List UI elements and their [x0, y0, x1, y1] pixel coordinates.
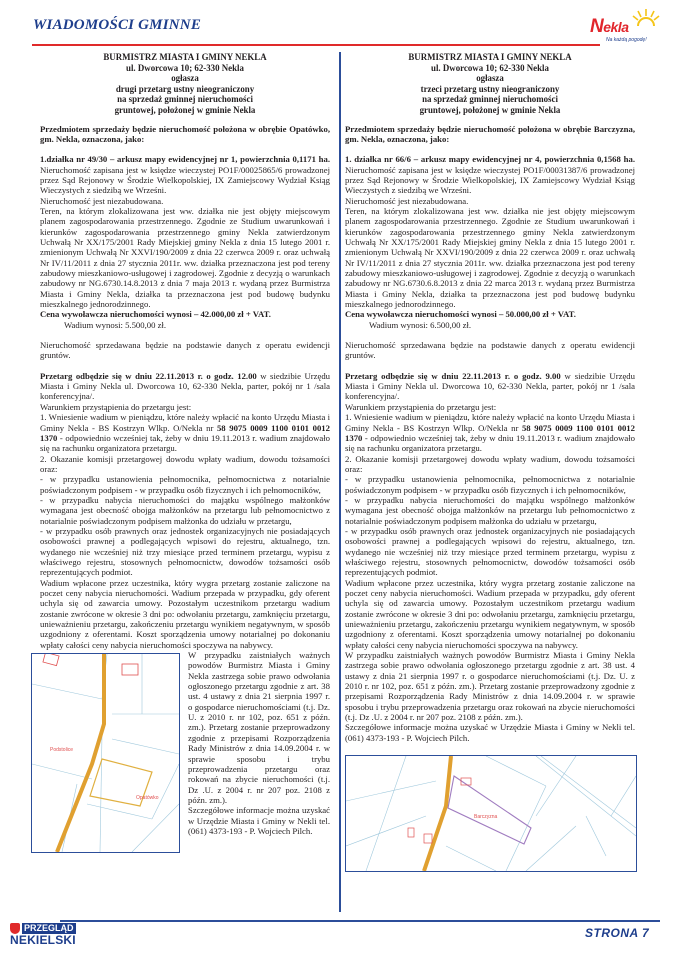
contact-info: Szczegółowe informacje można uzyskać w Urzędzie Miasta i Gminy w Nekli tel. (061) 4373-193 - P. Wojciech Pilch.	[345, 722, 635, 743]
subject: Przedmiotem sprzedaży będzie nieruchomość położona w obrębie Barczyzna, gm. Nekla, oznaczona, jako:	[345, 123, 635, 144]
basis-note: Nieruchomość sprzedawana będzie na podstawie danych z operatu ewidencji gruntów.	[40, 340, 330, 361]
condition-2b: - w przypadku nabycia nieruchomości do majątku wspólnego małżonków wymagana jest obecność obojga małżonków na przetargu lub pełnomocnictwo z notarialnie poświadczonym podpisem małżonka do udziału w przetargu,	[40, 494, 330, 526]
deposit-amount: Wadium wynosi: 6.500,00 zł.	[369, 319, 472, 330]
nekla-logo	[588, 8, 668, 48]
heading-line: gruntowej, położonej w gminie Nekla	[114, 104, 256, 115]
condition-2c: - w przypadku osób prawnych oraz jednostek organizacyjnych nie posiadających osobowości prawnej a podlegających wpisowi do rejestru, aktualnego, tzn. wydanego nie wcześniej niż trzy miesiące przed terminem przetargu, wypisu z właściwego rejestru, stosownych pełnomocnictw, dowodów tożsamości osób reprezentujących podmiot.	[345, 525, 635, 578]
undeveloped-note: Nieruchomość jest niezabudowana.	[40, 195, 164, 206]
condition-1: 1. Wniesienie wadium w pieniądzu, które należy wpłacić na konto Urzędu Miasta i Gminy Nekla - BS Kostrzyn Wlkp. O/Nekla nr 58 9075 0009 1100 0101 0012 1370 - odpowiednio wcześniej tak, żeby w dniu 19.11.2013 r. wadium znajdowało się na rachunku organizatora przetargu.	[345, 412, 635, 454]
header-rule	[32, 44, 600, 46]
deposit-amount: Wadium wynosi: 5.500,00 zł.	[64, 319, 167, 330]
heading-line: BURMISTRZ MIASTA I GMINY NEKLA	[103, 52, 267, 62]
announcement-heading	[40, 52, 330, 116]
logo-word: Nekla	[590, 16, 629, 37]
condition-intro: Warunkiem przystąpienia do przetargu jest:	[40, 401, 192, 412]
condition-2: 2. Okazanie komisji przetargowej dowodu wpłaty wadium, dowodu tożsamości oraz:	[345, 453, 635, 474]
heading-line: BURMISTRZ MIASTA I GMINY NEKLA	[408, 52, 572, 62]
auction-date: Przetarg odbędzie się w dniu 22.11.2013 r. o godz. 9.00 w siedzibie Urzędu Miasta i Gminy Nekla ul. Dworcowa 10, 62-330 Nekla, parter, pokój nr 1 /sala konferencyjna/.	[345, 370, 635, 402]
basis-note: Nieruchomość sprzedawana będzie na podstawie danych z operatu ewidencji gruntów.	[345, 340, 635, 361]
column-divider	[339, 52, 341, 912]
przeglad-nekielski-logo	[10, 923, 76, 947]
announcement-heading	[345, 52, 635, 116]
brand-top: PRZEGLĄD	[24, 923, 74, 933]
sun-icon	[630, 8, 660, 28]
starting-price: Cena wywoławcza nieruchomości wynosi – 50.000,00 zł + VAT.	[345, 309, 576, 320]
plot-description: 1. działka nr 66/6 – arkusz mapy ewidencyjnej nr 4, powierzchnia 0,1568 ha. Nieruchomość zapisana jest w księdze wieczystej PO1F/00031387/6 prowadzonej przez Sąd Rejonowy w Środzie Wielkopolskiej, IX Zamiejscowy Wydział Ksiąg Wieczystych z siedzibą we Wrześni.	[345, 154, 635, 196]
heading-line: na sprzedaż gminnej nieruchomości	[117, 94, 253, 105]
heading-line: drugi przetarg ustny nieograniczony	[115, 83, 255, 94]
map-label-plot: Opatówko	[136, 795, 159, 802]
heading-line: gruntowej, położonej w gminie Nekla	[419, 104, 561, 115]
condition-2: 2. Okazanie komisji przetargowej dowodu wpłaty wadium, dowodu tożsamości oraz:	[40, 453, 330, 474]
deposit-rules: Wadium wpłacone przez uczestnika, który wygra przetarg zostanie zaliczone na poczet ceny nabycia nieruchomości. Wadium przepada w przypadku, gdy oferent uchyla się od zawarcia umowy. Pozostałym uczestnikom przetargu wadium zostanie zwrócone w okresie 3 dni po: odwołaniu przetargu, zamknięciu przetargu, unieważnieniu przetargu, zakończeniu przetargu wynikiem negatywnym, w sposób uzgodniony z oferentami. Koszt sporządzenia umowy notarialnej po dokonaniu wpłaty całości ceny nabycia nieruchomości spoczywa na nabywcy.	[345, 577, 635, 650]
condition-intro: Warunkiem przystąpienia do przetargu jest:	[345, 401, 497, 412]
heading-line: trzeci przetarg ustny nieograniczony	[420, 83, 560, 94]
heading-line: ul. Dworcowa 10; 62-330 Nekla	[126, 62, 244, 73]
cancellation-clause: W przypadku zaistniałych ważnych powodów Burmistrz Miasta i Gminy Nekla zastrzega sobie prawo odwołania ogłoszonego przetargu zgodnie z art. 38 ust. 4 ustawy z dnia 21 sierpnia 1997 r. o gospodarce nieruchomościami (t.j. Dz. U. z 2010 r. nr 102, poz. 651 z późn. zm.). Przetarg zostanie przeprowadzony zgodnie z przepisami Rozporządzenia Rady Ministrów z dnia 14.09.2004 r. w sprawie sposobu i trybu przeprowadzenia przetargu oraz rokowań na zbycie nieruchomości (t.j. Dz .U. z 2004 r. nr 207 poz. 2108 z późn. zm.).	[188, 650, 330, 805]
starting-price: Cena wywoławcza nieruchomości wynosi – 42.000,00 zł + VAT.	[40, 309, 271, 320]
heading-line: ul. Dworcowa 10; 62-330 Nekla	[431, 62, 549, 73]
page-number: STRONA 7	[585, 926, 650, 940]
condition-2a: - w przypadku ustanowienia pełnomocnika, pełnomocnictwa z notarialnie poświadczonym podpisem - w przypadku osób fizycznych i ich pełnomocników,	[40, 474, 330, 495]
announcement-left	[40, 52, 330, 853]
deposit-rules: Wadium wpłacone przez uczestnika, który wygra przetarg zostanie zaliczone na poczet ceny nabycia nieruchomości. Wadium przepada w przypadku, gdy oferent uchyla się od zawarcia umowy. Pozostałym uczestnikom przetargu wadium zostanie zwrócone w okresie 3 dni po: odwołaniu przetargu, zamknięciu przetargu, unieważnieniu przetargu, zakończeniu przetargu wynikiem negatywnym, w sposób uzgodniony z oferentami. Koszt sporządzenia umowy notarialnej po dokonaniu wpłaty całości ceny nabycia nieruchomości spoczywa na nabywcy.	[40, 577, 330, 650]
heading-line: ogłasza	[171, 73, 199, 84]
zoning-text: Teren, na którym zlokalizowana jest ww. działka nie jest objęty miejscowym planem zagospodarowania przestrzennego. Zgodnie ze Studium uwarunkowań i kierunków zagospodarowania przestrzennego gminy Nekla zatwierdzonym Uchwałą Nr XX/175/2001 Rady Miejskiej gminy Nekla z dnia 15 lutego 2001 r. zmienionym Uchwałą Nr XXVI/190/2009 z dnia 22 czerwca 2009 r. oraz uchwałą Nr IV/11/2011 z dnia 27 stycznia 2011r. ww. działka przeznaczona jest pod tereny zabudowy mieszkaniowo-usługowej i zagrodowej. Zgodnie z decyzją o warunkach zabudowy nr NG.6730.6.8.2013 z dnia 22 marca 2013 r. wydaną przez Burmistrza Miasta i Gminy Nekla, działka ta przeznaczona jest pod budowę budynku mieszkalnego jednorodzinnego.	[345, 205, 635, 310]
plot-map-opatowko	[31, 653, 180, 853]
auction-date: Przetarg odbędzie się w dniu 22.11.2013 r. o godz. 12.00 w siedzibie Urzędu Miasta i Gminy Nekla ul. Dworcowa 10, 62-330 Nekla, parter, pokój nr 1 /sala konferencyjna/.	[40, 370, 331, 402]
condition-2b: - w przypadku nabycia nieruchomości do majątku wspólnego małżonków wymagana jest obecność obojga małżonków na przetargu lub pełnomocnictwo z notarialnie poświadczonym podpisem małżonka do udziału w przetargu,	[345, 494, 635, 526]
condition-2a: - w przypadku ustanowienia pełnomocnika, pełnomocnictwa z notarialnie poświadczonym podpisem - w przypadku osób fizycznych i ich pełnomocników,	[345, 474, 635, 495]
plot-description: 1.działka nr 49/30 – arkusz mapy ewidencyjnej nr 1, powierzchnia 0,1171 ha. Nieruchomość zapisana jest w księdze wieczystej PO1F/00025865/6 prowadzonej przez Sąd Rejonowy w Środzie Wielkopolskiej, IX Zamiejscowy Wydział Ksiąg Wieczystych z siedzibą we Wrześni.	[40, 154, 330, 196]
heading-line: na sprzedaż gminnej nieruchomości	[422, 94, 558, 105]
subject: Przedmiotem sprzedaży będzie nieruchomość położona w obrębie Opatówko, gm. Nekla, oznaczona, jako:	[40, 123, 330, 144]
brand-bottom: NEKIELSKI	[10, 933, 76, 947]
map-label-village: Podstolice	[50, 747, 74, 754]
map-label-plot: Barczyzna	[474, 814, 498, 821]
condition-2c: - w przypadku osób prawnych oraz jednostek organizacyjnych nie posiadających osobowości prawnej a podlegających wpisowi do rejestru, aktualnego, tzn. wydanego nie wcześniej niż trzy miesiące przed terminem przetargu, wypisu z właściwego rejestru, stosownych pełnomocnictw, dowodów tożsamości osób reprezentujących podmiot.	[40, 525, 330, 578]
cancellation-clause: W przypadku zaistniałych ważnych powodów Burmistrz Miasta i Gminy Nekla zastrzega sobie prawo odwołania ogłoszonego przetargu zgodnie z art. 38 ust. 4 ustawy z dnia 21 sierpnia 1997 r. o gospodarce nieruchomościami (t.j. Dz. U. z 2010 r. nr 102, poz. 651 z późn. zm.). Przetarg zostanie przeprowadzony zgodnie z przepisami Rozporządzenia Rady Ministrów z dnia 14.09.2004 r. w sprawie sposobu i trybu przeprowadzenia przetargu oraz rokowań na zbycie nieruchomości (t.j. Dz .U. z 2004 r. nr 207 poz. 2108 z późn. zm.).	[345, 650, 635, 723]
footer-rule	[60, 920, 660, 922]
plot-map-barczyzna	[345, 755, 637, 872]
undeveloped-note: Nieruchomość jest niezabudowana.	[345, 195, 469, 206]
zoning-text: Teren, na którym zlokalizowana jest ww. działka nie jest objęty miejscowym planem zagospodarowania przestrzennego. Zgodnie ze Studium uwarunkowań i kierunków zagospodarowania przestrzennego gminy Nekla zatwierdzonym Uchwałą Nr XX/175/2001 Rady Miejskiej gminy Nekla z dnia 15 lutego 2001 r. zmienionym Uchwałą Nr XXVI/190/2009 z dnia 22 czerwca 2009 r. oraz uchwałą Nr IV/11/2011 z dnia 27 stycznia 2011r. ww. działka przeznaczona jest pod tereny zabudowy mieszkaniowo-usługowej i zagrodowej. Zgodnie z decyzją o warunkach zabudowy nr NG.6730.14.8.2013 z dnia 7 maja 2013 r. wydaną przez Burmistrza Miasta i Gminy Nekla, działka ta przeznaczona jest pod budowę budynku mieszkalnego jednorodzinnego.	[40, 205, 330, 310]
heading-line: ogłasza	[476, 73, 504, 84]
contact-info: Szczegółowe informacje można uzyskać w Urzędzie Miasta i Gminy w Nekli tel. (061) 4373-193 - P. Wojciech Pilch.	[188, 805, 330, 836]
announcement-right	[345, 52, 635, 872]
section-title: WIADOMOŚCI GMINNE	[33, 17, 202, 33]
logo-tagline: Na każdą pogodę!	[606, 37, 647, 43]
condition-1: 1. Wniesienie wadium w pieniądzu, które należy wpłacić na konto Urzędu Miasta i Gminy Nekla - BS Kostrzyn Wlkp. O/Nekla nr 58 9075 0009 1100 0101 0012 1370 - odpowiednio wcześniej tak, żeby w dniu 19.11.2013 r. wadium znajdowało się na rachunku organizatora przetargu.	[40, 412, 330, 454]
